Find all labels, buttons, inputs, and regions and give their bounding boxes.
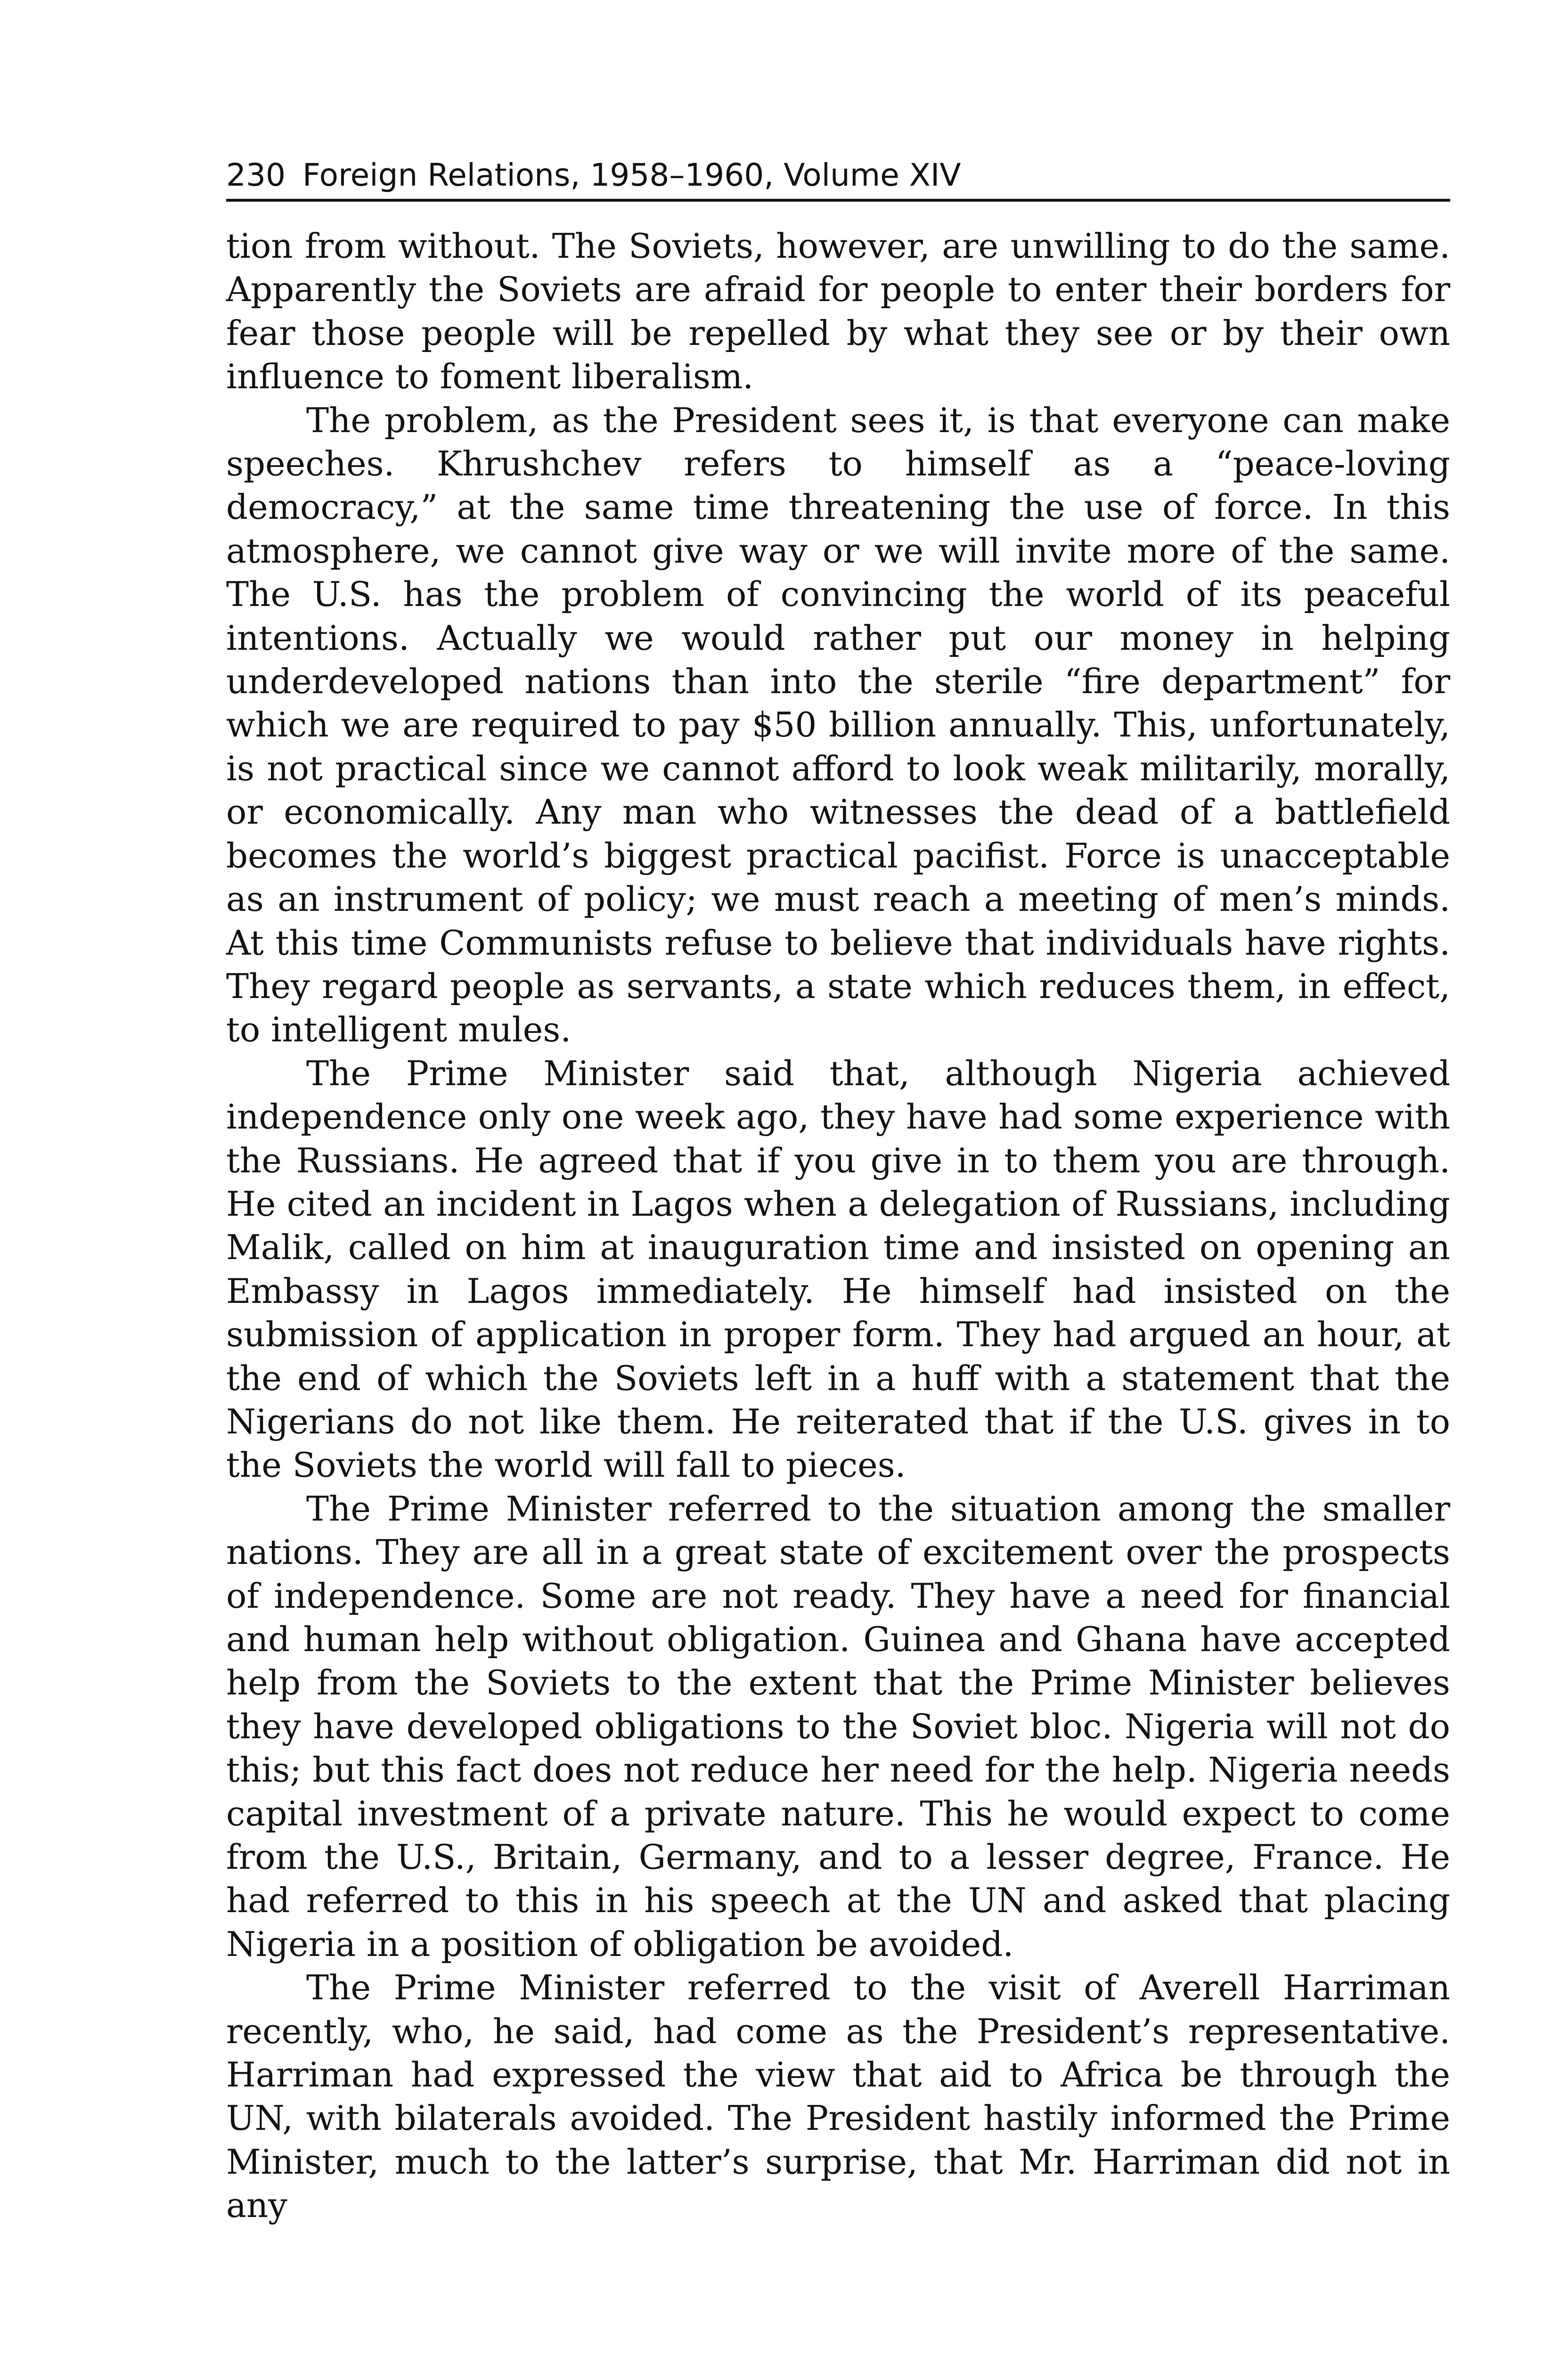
paragraph: The Prime Minister referred to the situation among the smaller nations. They are all in a great state of excitement over the prospects of independence. Some are not ready. They have a need for financial and human help without obligation. Guinea and Ghana have accepted help from the Soviets to the extent that the Prime Minister believes they have developed obligations to the Soviet bloc. Nigeria will not do this; but this fact does not reduce her need for the help. Nigeria needs capital investment of a private nature. This he would expect to come from the U.S., Britain, Germany, and to a lesser degree, France. He had referred to this in his speech at the UN and asked that placing Nigeria in a position of obligation be avoided. <box>226 1489 1450 1964</box>
paragraph: The problem, as the President sees it, is that everyone can make speeches. Khrushchev refers to himself as a “peace-loving democracy,” at the same time threatening the use of force. In this atmosphere, we cannot give way or we will invite more of the same. The U.S. has the problem of convincing the world of its peaceful intentions. Actually we would rather put our money in helping underdeveloped nations than into the sterile “fire department” for which we are required to pay $50 billion annually. This, unfortunately, is not practical since we cannot afford to look weak militarily, morally, or economically. Any man who witnesses the dead of a battlefield becomes the world’s biggest practical pacifist. Force is unacceptable as an instrument of policy; we must reach a meeting of men’s minds. At this time Communists refuse to believe that individuals have rights. They regard people as servants, a state which reduces them, in effect, to intelligent mules. <box>226 400 1450 1050</box>
paragraph-continuation: tion from without. The Soviets, however, are unwilling to do the same. Apparently the Soviets are afraid for people to enter their borders for fear those people will be repelled by what they see or by their own influence to foment liberalism. <box>226 226 1450 397</box>
paragraph: The Prime Minister referred to the visit of Averell Harriman recently, who, he said, had come as the President’s representative. Harriman had expressed the view that aid to Africa be through the UN, with bilaterals avoided. The President hastily informed the Prime Minister, much to the latter’s surprise, that Mr. Harriman did not in any <box>226 1968 1450 2225</box>
running-head <box>226 155 1450 202</box>
running-title: Foreign Relations, 1958–1960, Volume XIV <box>302 157 961 193</box>
body-text <box>226 224 1450 2227</box>
paragraph: The Prime Minister said that, although Nigeria achieved independence only one week ago, they have had some experience with the Russians. He agreed that if you give in to them you are through. He cited an incident in Lagos when a delegation of Russians, including Malik, called on him at inauguration time and insisted on opening an Embassy in Lagos immediately. He himself had insisted on the submission of application in proper form. They had argued an hour, at the end of which the Soviets left in a huff with a statement that the Nigerians do not like them. He reiterated that if the U.S. gives in to the Soviets the world will fall to pieces. <box>226 1053 1450 1485</box>
page-number: 230 <box>226 157 286 193</box>
document-page <box>226 155 1450 2227</box>
